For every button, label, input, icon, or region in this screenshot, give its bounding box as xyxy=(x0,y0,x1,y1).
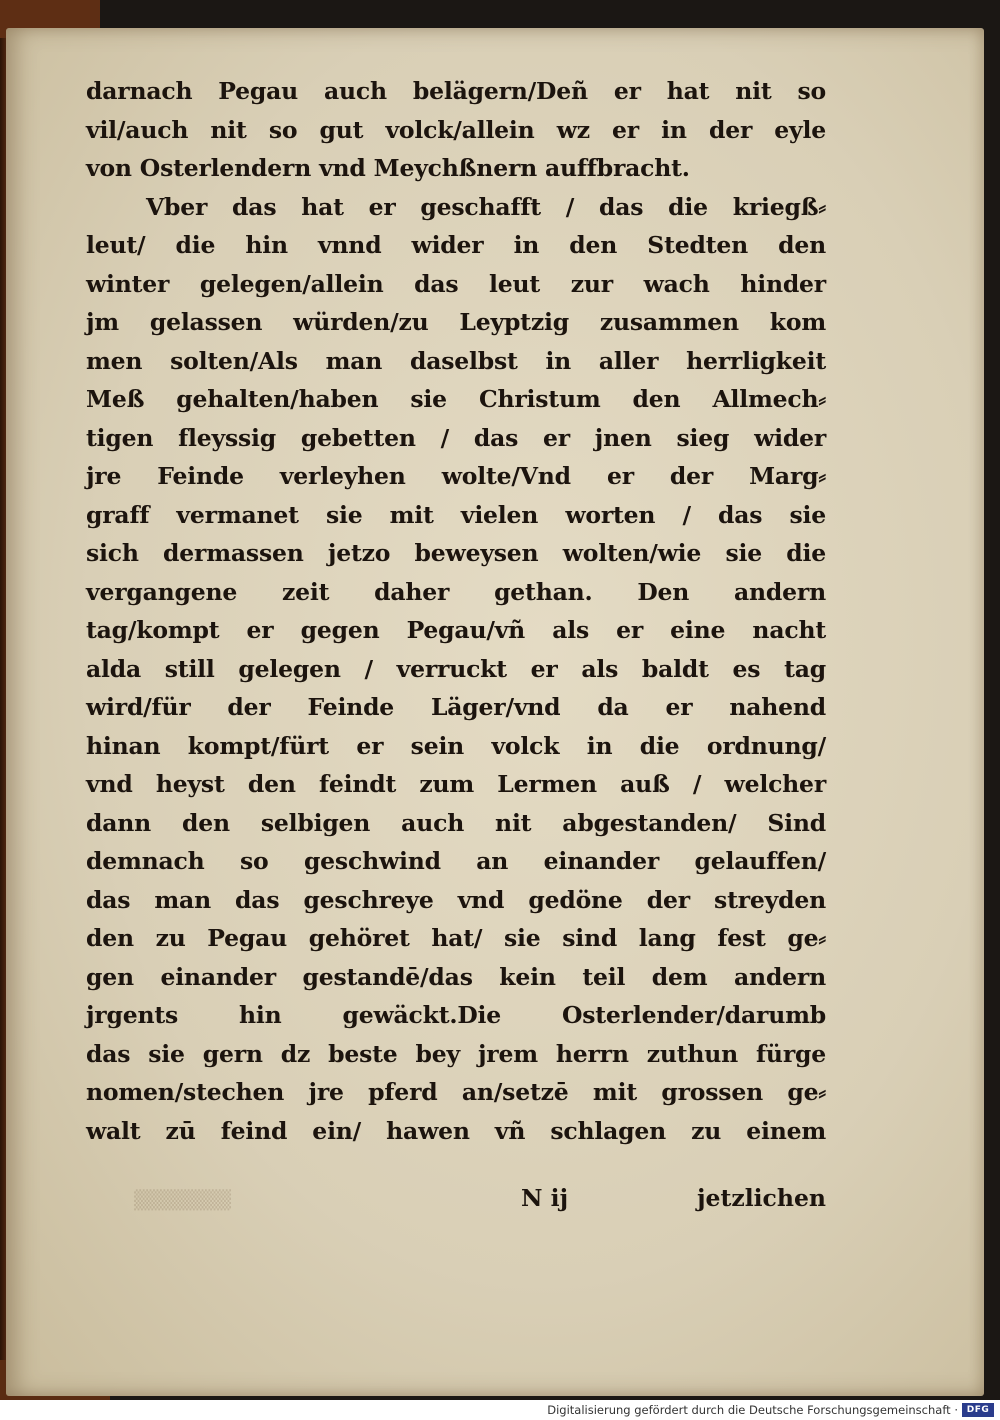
text-line: men solten/Als man daselbst in aller herrligkeit xyxy=(86,346,826,375)
text-line: tigen fleyssig gebetten / das er jnen sieg wider xyxy=(86,423,826,452)
text-line: vergangene zeit daher gethan. Den andern xyxy=(86,577,826,606)
text-line: von Osterlendern vnd Meychßnern auffbracht. xyxy=(86,154,690,182)
book-page xyxy=(6,28,984,1396)
ink-bleed-through: ▒▒▒▒▒▒▒ xyxy=(134,1190,231,1211)
dfg-logo: DFG xyxy=(962,1403,994,1417)
digitization-credit-bar xyxy=(0,1400,1000,1420)
text-line: wird/für der Feinde Läger/vnd da er nahend xyxy=(86,693,826,721)
text-line: vnd heyst den feindt zum Lermen auß / welcher xyxy=(86,770,826,798)
text-line: Meß gehalten/haben sie Christum den Allmech⸗ xyxy=(86,385,826,413)
text-line: walt zū feind ein/ hawen vñ schlagen zu einem xyxy=(86,1116,826,1145)
text-line: hinan kompt/fürt er sein volck in die ordnung/ xyxy=(86,731,826,760)
text-line: jrgents hin gewäckt.Die Osterlender/darumb xyxy=(86,1001,826,1029)
text-line: das man das geschreye vnd gedöne der streyden xyxy=(86,885,826,914)
text-line: alda still gelegen / verruckt er als baldt es tag xyxy=(86,654,826,683)
text-line: jre Feinde verleyhen wolte/Vnd er der Marg⸗ xyxy=(86,462,826,490)
text-line: vil/auch nit so gut volck/allein wz er in der eyle xyxy=(86,115,826,144)
text-line: das sie gern dz beste bey jrem herrn zuthun fürge xyxy=(86,1039,826,1068)
text-line: gen einander gestandē/das kein teil dem andern xyxy=(86,962,826,991)
text-line: demnach so geschwind an einander gelauffen/ xyxy=(86,847,826,875)
text-line: graff vermanet sie mit vielen worten / das sie xyxy=(86,500,826,529)
catchword: jetzlichen xyxy=(697,1184,826,1212)
text-line: leut/ die hin vnnd wider in den Stedten den xyxy=(86,231,826,259)
text-line: den zu Pegau gehöret hat/ sie sind lang fest ge⸗ xyxy=(86,924,826,952)
text-line: dann den selbigen auch nit abgestanden/ Sind xyxy=(86,808,826,837)
text-line: tag/kompt er gegen Pegau/vñ als er eine nacht xyxy=(86,616,826,644)
text-line: nomen/stechen jre pferd an/setzē mit grossen ge⸗ xyxy=(86,1078,826,1106)
text-line: jm gelassen würden/zu Leyptzig zusammen kom xyxy=(86,308,826,336)
credit-text: Digitalisierung gefördert durch die Deutsche Forschungsgemeinschaft · xyxy=(547,1403,958,1417)
text-line: darnach Pegau auch belägern/Deñ er hat nit so xyxy=(86,77,826,105)
page-text xyxy=(86,72,826,1150)
text-line: winter gelegen/allein das leut zur wach hinder xyxy=(86,269,826,298)
text-line: Vber das hat er geschafft / das die kriegß⸗ xyxy=(146,192,826,221)
text-line: sich dermassen jetzo beweysen wolten/wie sie die xyxy=(86,539,826,567)
signature-mark: N ij xyxy=(521,1184,569,1212)
